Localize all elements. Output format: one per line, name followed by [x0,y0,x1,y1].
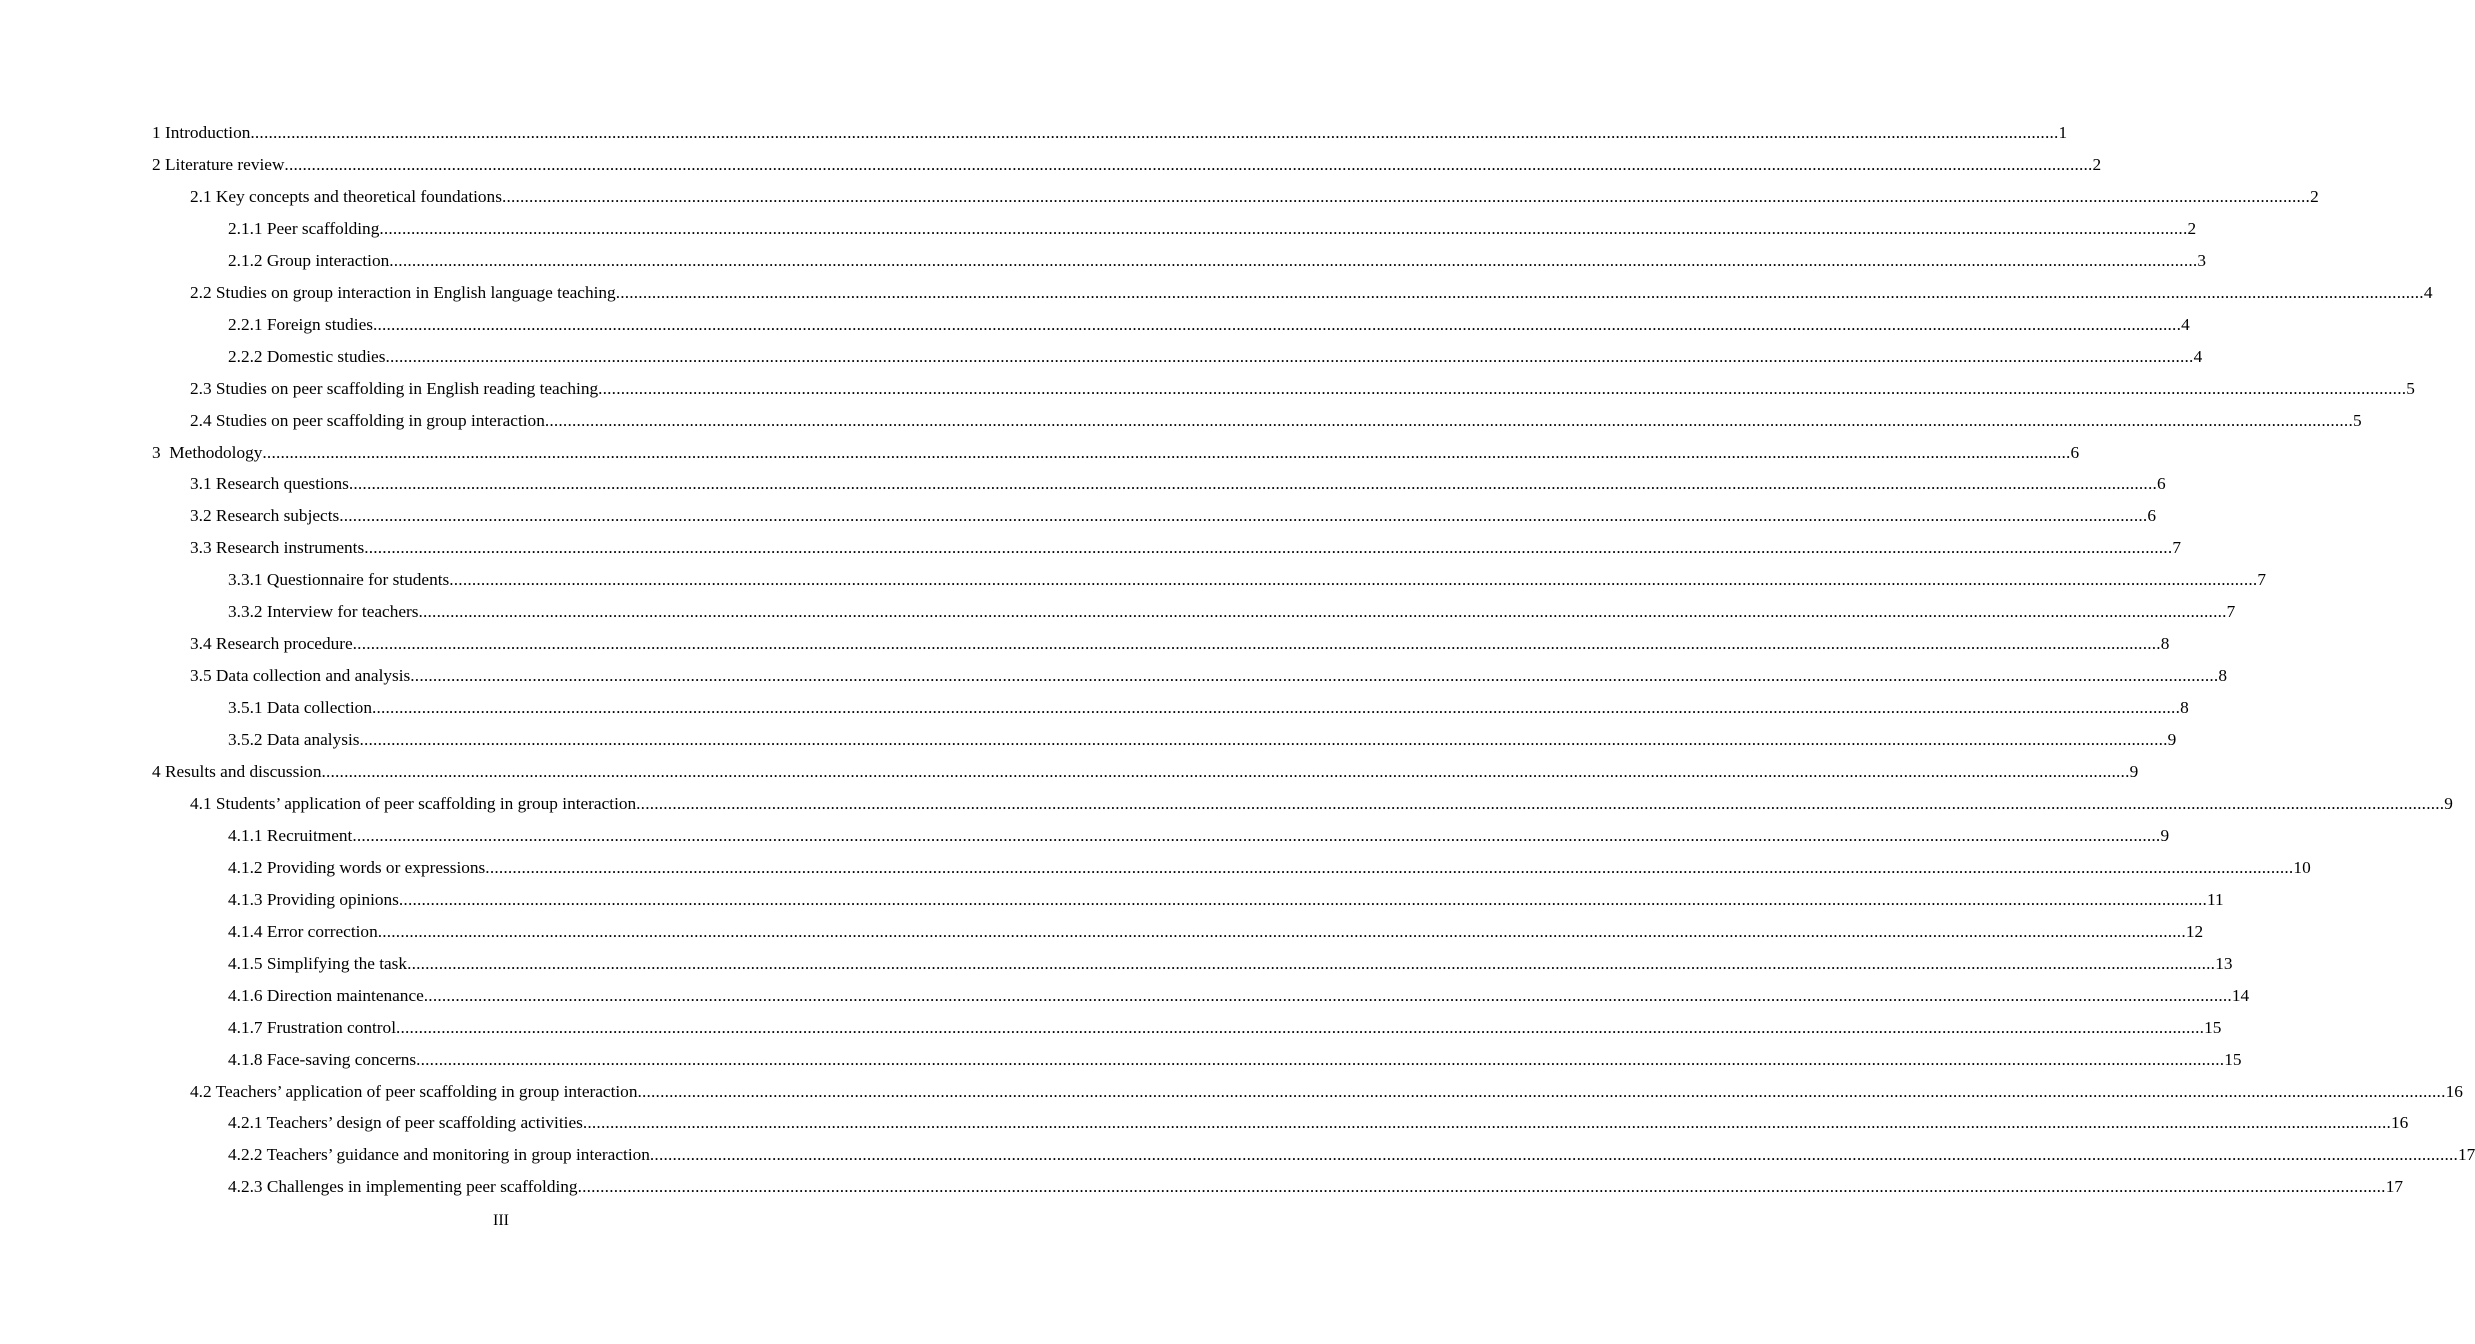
toc-entry[interactable] [190,181,2319,213]
toc-dot-leader: ................................................................................................................................................................................................................................................................................................................................................................................................................ [321,762,2130,781]
toc-entry-page: 16 [2445,1081,2463,1101]
toc-dot-leader: ................................................................................................................................................................................................................................................................................................................................................................................................................ [379,218,2188,238]
toc-entry-title: 4.2.3 Challenges in implementing peer scaffolding [228,1177,578,1197]
toc-dot-leader: ................................................................................................................................................................................................................................................................................................................................................................................................................ [371,698,2181,718]
toc-entry[interactable] [152,756,2139,788]
toc-dot-leader: ................................................................................................................................................................................................................................................................................................................................................................................................................ [407,953,2216,973]
toc-entry-title: 4.1.2 Providing words or expressions [228,857,486,877]
toc-entry-page: 2 [2310,186,2319,206]
toc-dot-leader: ................................................................................................................................................................................................................................................................................................................................................................................................................ [577,1177,2386,1197]
toc-entry-page: 9 [2129,762,2139,781]
toc-entry[interactable] [190,532,2181,564]
toc-dot-leader: ................................................................................................................................................................................................................................................................................................................................................................................................................ [339,506,2148,526]
toc-entry-page: 9 [2167,730,2177,750]
toc-entry-title: 2.2 Studies on group interaction in English language teaching [190,282,616,302]
toc-entry[interactable] [228,213,2197,245]
toc-entry-page: 6 [2147,506,2157,526]
toc-dot-leader: ................................................................................................................................................................................................................................................................................................................................................................................................................ [637,1081,2446,1101]
toc-entry-title: 4.1.1 Recruitment [228,825,353,845]
toc-entry[interactable] [228,724,2177,756]
toc-entry-title: 2.1.2 Group interaction [228,250,390,270]
toc-entry-page: 13 [2215,953,2233,973]
toc-entry-page: 17 [2385,1177,2403,1197]
toc-entry-page: 5 [2352,410,2362,430]
toc-entry-title: 3.3 Research instruments [190,538,365,558]
toc-entry[interactable] [190,628,2170,660]
toc-entry-title: 1 Introduction [152,123,251,142]
toc-entry-title: 3.5 Data collection and analysis [190,666,411,686]
toc-dot-leader: ................................................................................................................................................................................................................................................................................................................................................................................................................ [352,634,2161,654]
toc-entry[interactable] [228,596,2236,628]
toc-entry-title: 4.2.1 Teachers’ design of peer scaffolding activities [228,1113,583,1133]
toc-dot-leader: ................................................................................................................................................................................................................................................................................................................................................................................................................ [410,666,2219,686]
toc-entry-page: 2 [2187,218,2197,238]
toc-entry[interactable] [228,1107,2409,1139]
toc-entry-page: 9 [2160,825,2170,845]
toc-dot-leader: ................................................................................................................................................................................................................................................................................................................................................................................................................ [372,314,2182,334]
toc-entry-page: 11 [2207,889,2224,909]
toc-entry[interactable] [228,1171,2403,1203]
toc-dot-leader: ................................................................................................................................................................................................................................................................................................................................................................................................................ [389,250,2198,270]
toc-entry-page: 2 [2092,154,2102,174]
toc-entry-title: 4 Results and discussion [152,762,322,781]
toc-entry[interactable] [228,916,2204,948]
toc-entry[interactable] [228,948,2233,980]
toc-entry-title: 2.4 Studies on peer scaffolding in group interaction [190,410,545,430]
toc-entry-page: 4 [2181,314,2190,334]
toc-dot-leader: ................................................................................................................................................................................................................................................................................................................................................................................................................ [615,282,2424,302]
toc-dot-leader: ................................................................................................................................................................................................................................................................................................................................................................................................................ [396,1017,2205,1037]
toc-entry[interactable] [228,884,2224,916]
toc-entry-title: 3.3.2 Interview for teachers [228,602,419,622]
toc-entry-page: 14 [2231,985,2250,1005]
toc-dot-leader: ................................................................................................................................................................................................................................................................................................................................................................................................................ [284,154,2093,174]
toc-entry-title: 2.3 Studies on peer scaffolding in English reading teaching [190,378,599,398]
toc-entry-page: 15 [2204,1017,2222,1037]
toc-entry[interactable] [228,820,2170,852]
toc-entry[interactable] [228,245,2207,277]
toc-entry-page: 8 [2160,634,2170,654]
toc-entry-title: 2.2.1 Foreign studies [228,314,373,334]
toc-entry-title: 2.2.2 Domestic studies [228,346,386,366]
toc-entry-page: 7 [2226,602,2236,622]
toc-entry-page: 7 [2172,538,2181,558]
toc-dot-leader: ................................................................................................................................................................................................................................................................................................................................................................................................................ [250,123,2059,142]
toc-entry[interactable] [190,500,2157,532]
toc-entry[interactable] [228,1139,2475,1171]
toc-entry[interactable] [228,341,2203,373]
toc-entry-title: 2.1 Key concepts and theoretical foundations [190,186,502,206]
toc-entry-page: 3 [2197,250,2207,270]
toc-entry-page: 15 [2224,1049,2242,1069]
toc-dot-leader: ................................................................................................................................................................................................................................................................................................................................................................................................................ [377,921,2186,941]
toc-dot-leader: ................................................................................................................................................................................................................................................................................................................................................................................................................ [398,889,2208,909]
toc-dot-leader: ................................................................................................................................................................................................................................................................................................................................................................................................................ [544,410,2353,430]
toc-entry-title: 3.3.1 Questionnaire for students [228,570,450,590]
toc-dot-leader: ................................................................................................................................................................................................................................................................................................................................................................................................................ [449,570,2258,590]
toc-entry[interactable] [152,437,2080,469]
toc-entry[interactable] [228,1012,2222,1044]
toc-entry-page: 5 [2406,378,2415,398]
toc-dot-leader: ................................................................................................................................................................................................................................................................................................................................................................................................................ [348,474,2157,494]
toc-dot-leader: ................................................................................................................................................................................................................................................................................................................................................................................................................ [485,857,2294,877]
toc-dot-leader: ................................................................................................................................................................................................................................................................................................................................................................................................................ [262,442,2071,462]
toc-entry-title: 4.1.7 Frustration control [228,1017,396,1037]
toc-entry-title: 4.1.8 Face-saving concerns [228,1049,417,1069]
toc-entry-title: 4.1 Students’ application of peer scaffolding in group interaction [190,793,637,813]
toc-entry-title: 2.1.1 Peer scaffolding [228,218,380,238]
toc-entry-page: 17 [2458,1145,2475,1165]
toc-entry-title: 4.2.2 Teachers’ guidance and monitoring in group interaction [228,1145,650,1165]
toc-entry-title: 3.4 Research procedure [190,634,353,654]
toc-dot-leader: ................................................................................................................................................................................................................................................................................................................................................................................................................ [649,1145,2459,1165]
toc-entry-page: 9 [2444,793,2453,813]
page-number: III [493,1212,509,1229]
toc-dot-leader: ................................................................................................................................................................................................................................................................................................................................................................................................................ [364,538,2173,558]
toc-entry-title: 2 Literature review [152,154,285,174]
toc-entry-page: 4 [2193,346,2203,366]
toc-entry-title: 4.1.5 Simplifying the task [228,953,408,973]
toc-dot-leader: ................................................................................................................................................................................................................................................................................................................................................................................................................ [416,1049,2225,1069]
toc-entry[interactable] [228,980,2250,1012]
toc-entry-page: 4 [2423,282,2433,302]
toc-dot-leader: ................................................................................................................................................................................................................................................................................................................................................................................................................ [359,730,2168,750]
toc-entry-page: 10 [2293,857,2311,877]
toc-entry-page: 6 [2156,474,2166,494]
toc-entry[interactable] [190,1076,2463,1108]
toc-entry[interactable] [190,405,2362,437]
toc-entry[interactable] [190,373,2415,405]
toc-dot-leader: ................................................................................................................................................................................................................................................................................................................................................................................................................ [418,602,2227,622]
toc-entry-title: 4.2 Teachers’ application of peer scaffolding in group interaction [190,1081,638,1101]
toc-dot-leader: ................................................................................................................................................................................................................................................................................................................................................................................................................ [352,825,2161,845]
toc-dot-leader: ................................................................................................................................................................................................................................................................................................................................................................................................................ [636,793,2445,813]
toc-entry-title: 3.5.2 Data analysis [228,730,360,750]
toc-dot-leader: ................................................................................................................................................................................................................................................................................................................................................................................................................ [598,378,2407,398]
toc-entry-page: 12 [2185,921,2204,941]
toc-entry-title: 4.1.3 Providing opinions [228,889,399,909]
toc-entry[interactable] [228,564,2267,596]
toc-entry-title: 3.2 Research subjects [190,506,340,526]
toc-entry[interactable] [152,117,2068,149]
toc-entry-page: 1 [2058,123,2068,142]
toc-entry[interactable] [228,1044,2242,1076]
toc-dot-leader: ................................................................................................................................................................................................................................................................................................................................................................................................................ [423,985,2232,1005]
toc-entry[interactable] [190,788,2453,820]
toc-entry[interactable] [190,660,2228,692]
toc-dot-leader: ................................................................................................................................................................................................................................................................................................................................................................................................................ [385,346,2194,366]
toc-dot-leader: ................................................................................................................................................................................................................................................................................................................................................................................................................ [582,1113,2391,1133]
toc-entry[interactable] [190,277,2433,309]
toc-entry[interactable] [228,309,2190,341]
toc-entry-page: 8 [2180,698,2189,718]
toc-entry-page: 8 [2218,666,2228,686]
toc-entry-title: 3.1 Research questions [190,474,349,494]
toc-entry-title: 4.1.4 Error correction [228,921,378,941]
toc-entry-title: 4.1.6 Direction maintenance [228,985,424,1005]
toc-entry[interactable] [228,852,2311,884]
toc-entry-page: 7 [2257,570,2267,590]
toc-entry[interactable] [152,149,2102,181]
toc-entry[interactable] [190,468,2166,500]
toc-entry-title: 3.5.1 Data collection [228,698,372,718]
toc-entry-title: 3 Methodology [152,442,263,462]
toc-entry-page: 16 [2390,1113,2409,1133]
toc-entry[interactable] [228,692,2189,724]
toc-entry-page: 6 [2070,442,2080,462]
toc-dot-leader: ................................................................................................................................................................................................................................................................................................................................................................................................................ [501,186,2311,206]
